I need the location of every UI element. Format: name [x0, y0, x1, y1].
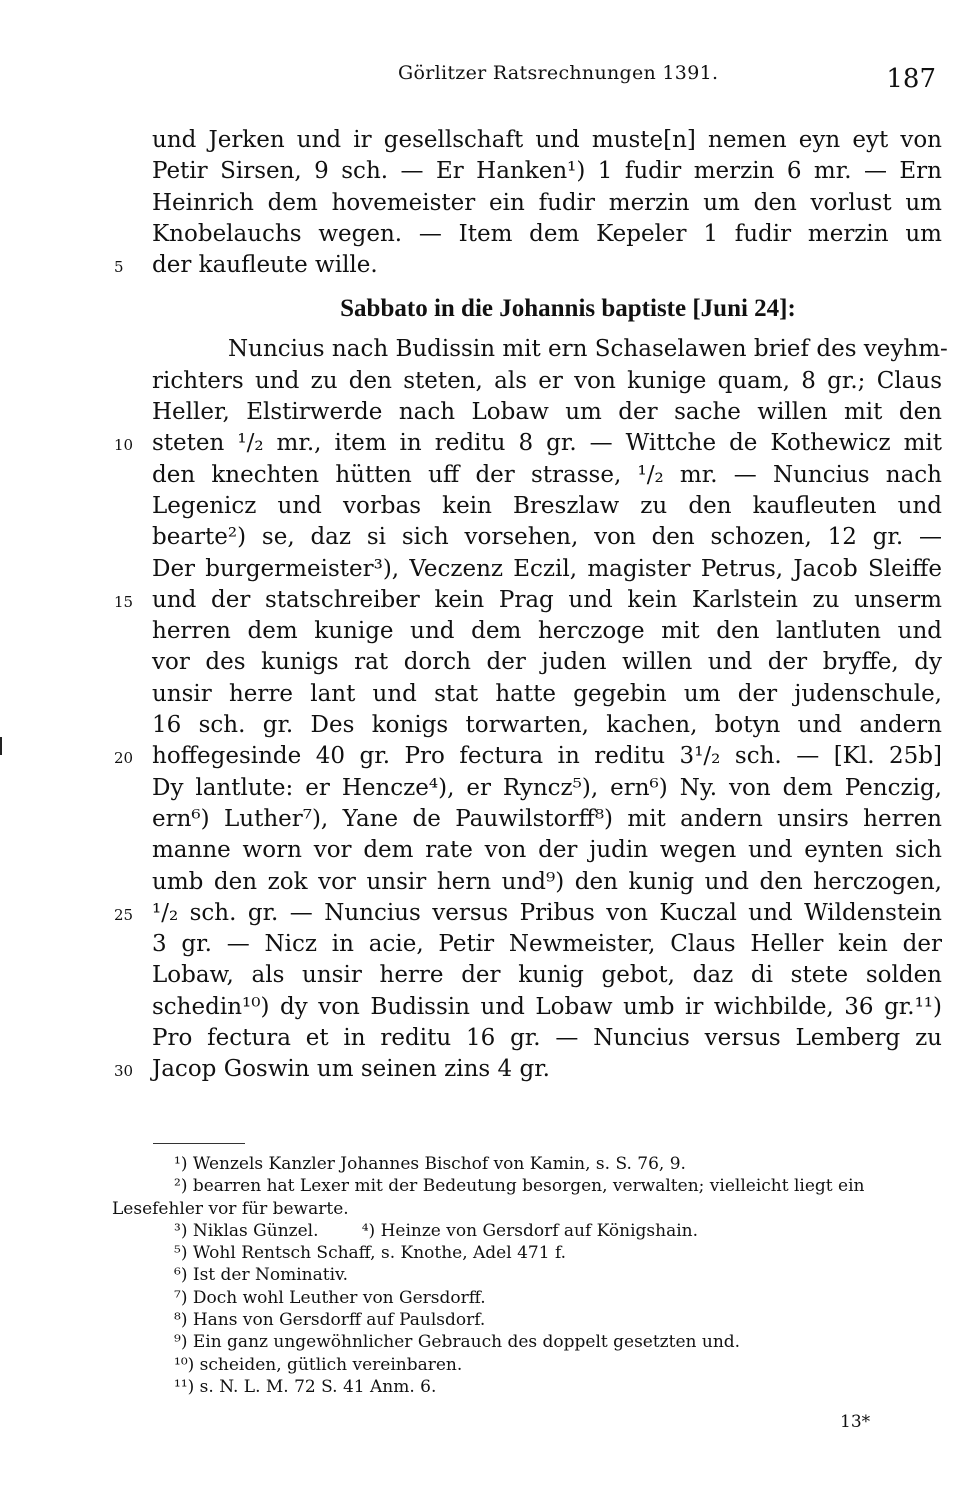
text-line: unsir herre lant und stat hatte gegebin um der judenschule,: [152, 680, 942, 707]
footnotes: [112, 1153, 942, 1398]
text-line: 30 Jacop Goswin um seinen zins 4 gr.: [152, 1054, 942, 1085]
text-line: richters und zu den steten, als er von kunige quam, 8 gr.; Claus: [152, 367, 942, 394]
line-number: 10: [114, 436, 134, 455]
footnote: Lesefehler vor für bewarte.: [112, 1198, 349, 1219]
signature-mark: 13*: [840, 1412, 871, 1432]
text-line: herren dem kunige und dem herczoge mit den lantluten und: [152, 618, 942, 645]
footnote: ¹¹) s. N. L. M. 72 S. 41 Anm. 6.: [174, 1376, 437, 1397]
text-line: 20 hoffegesinde 40 gr. Pro fectura in reditu 3¹/₂ sch. — [Kl. 25b]: [152, 741, 942, 772]
footnote: ⁸) Hans von Gersdorff auf Paulsdorf.: [174, 1310, 486, 1331]
footnote: ⁹) Ein ganz ungewöhnlicher Gebrauch des doppelt gesetzten und.: [174, 1332, 741, 1353]
footnote: ¹) Wenzels Kanzler Johannes Bischof von Kamin, s. S. 76, 9.: [174, 1154, 686, 1174]
running-title: Görlitzer Ratsrechnungen 1391.: [398, 62, 719, 84]
section-heading: Sabbato in die Johannis baptiste [Juni 24]:: [340, 295, 796, 323]
text-line: Knobelauchs wegen. — Item dem Kepeler 1 fudir merzin um: [152, 220, 942, 247]
footnote-rule: [153, 1143, 245, 1144]
text-line: den knechten hütten uff der strasse, ¹/₂ mr. — Nuncius nach: [152, 461, 942, 488]
text-line: Der burgermeister³), Veczenz Eczil, magister Petrus, Jacob Sleiffe: [152, 555, 942, 582]
text-line: schedin¹⁰) dy von Budissin und Lobaw umb ir wichbilde, 36 gr.¹¹): [152, 993, 942, 1020]
text-line: Dy lantlute: er Hencze⁴), er Ryncz⁵), ern⁶) Ny. von dem Penczig,: [152, 774, 942, 801]
footnote: ⁶) Ist der Nominativ.: [174, 1265, 349, 1286]
line-number: 5: [114, 258, 124, 277]
line-number: 20: [114, 749, 134, 768]
line-number: 30: [114, 1062, 134, 1081]
page-number: 187: [886, 64, 936, 94]
footnote: ²) bearren hat Lexer mit der Bedeutung besorgen, verwalten; vielleicht liegt ein: [174, 1176, 865, 1197]
footnote: ⁵) Wohl Rentsch Schaff, s. Knothe, Adel 471 f.: [174, 1243, 567, 1264]
text-line: umb den zok vor unsir hern und⁹) den kunig und den herczogen,: [152, 868, 942, 895]
text-line: ern⁶) Luther⁷), Yane de Pauwilstorff⁸) mit andern unsirs herren: [152, 805, 942, 832]
text-line: Legenicz und vorbas kein Breszlaw zu den kaufleuten und: [152, 492, 942, 519]
footnote: ³) Niklas Günzel. ⁴) Heinze von Gersdorf auf Königshain.: [174, 1220, 699, 1241]
text-line: 10 steten ¹/₂ mr., item in reditu 8 gr. — Wittche de Kothewicz mit: [152, 428, 942, 459]
text-line: Pro fectura et in reditu 16 gr. — Nuncius versus Lemberg zu: [152, 1025, 942, 1052]
text-line: 3 gr. — Nicz in acie, Petir Newmeister, Claus Heller kein der: [152, 931, 942, 958]
text-line: Heinrich dem hovemeister ein fudir merzin um den vorlust um: [152, 189, 942, 216]
text-line: 16 sch. gr. Des konigs torwarten, kachen, botyn und andern: [152, 712, 942, 739]
text-line: Lobaw, als unsir herre der kunig gebot, daz di stete solden: [152, 962, 942, 989]
line-number: 25: [114, 905, 134, 924]
text-line: und Jerken und ir gesellschaft und muste[n] nemen eyn eyt von: [152, 127, 942, 153]
text-line: Nuncius nach Budissin mit ern Schaselawen brief des veyhm-: [228, 336, 948, 363]
text-line: 5 der kaufleute wille.: [152, 250, 942, 281]
text-line: Heller, Elstirwerde nach Lobaw um der sache willen mit den: [152, 399, 942, 426]
footnote: ⁷) Doch wohl Leuther von Gersdorff.: [174, 1287, 486, 1308]
scan-edge-mark: [0, 737, 2, 755]
text-line: manne worn vor dem rate von der judin wegen und eynten sich: [152, 837, 942, 864]
text-line: bearte²) se, daz si sich vorsehen, von den schozen, 12 gr. —: [152, 524, 942, 551]
text-line: vor des kunigs rat dorch der juden willen und der bryffe, dy: [152, 649, 942, 676]
text-line: 25 ¹/₂ sch. gr. — Nuncius versus Pribus von Kuczal und Wildenstein: [152, 898, 942, 929]
line-number: 15: [114, 592, 134, 611]
footnote: ¹⁰) scheiden, gütlich vereinbaren.: [174, 1354, 463, 1375]
text-line: Petir Sirsen, 9 sch. — Er Hanken¹) 1 fudir merzin 6 mr. — Ern: [152, 158, 942, 185]
main-text: [114, 125, 948, 1086]
text-line: 15 und der statschreiber kein Prag und kein Karlstein zu unserm: [152, 585, 942, 616]
